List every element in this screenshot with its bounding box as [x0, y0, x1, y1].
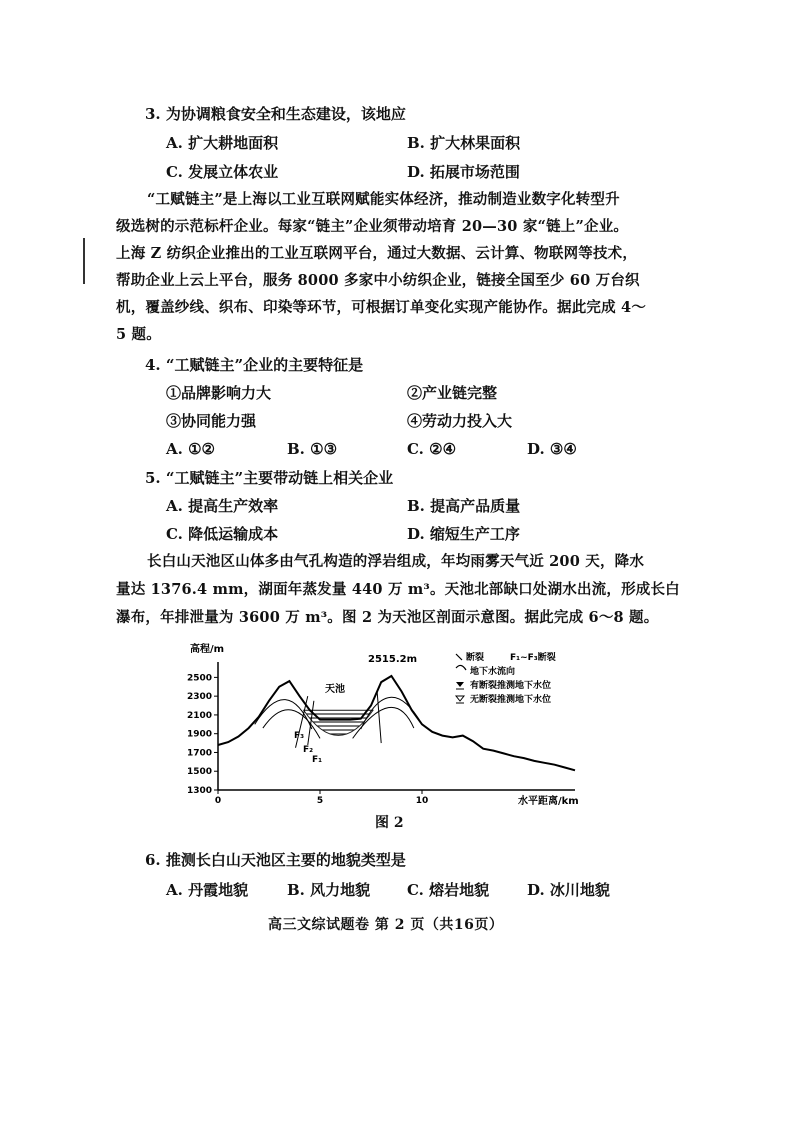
q5-option-d: D. 缩短生产工序: [407, 525, 520, 543]
legend-f1-f3: F₁~F₃断裂: [510, 653, 556, 663]
q3-option-b: B. 扩大林果面积: [407, 134, 521, 152]
q3-stem: 3. 为协调粮食安全和生态建设，该地应: [145, 105, 406, 123]
fault-label-f1: F₁: [312, 755, 323, 765]
y-tick-label: 1500: [186, 767, 212, 778]
q6-stem: 6. 推测长白山天池区主要的地貌类型是: [145, 851, 406, 869]
peak-annotation: 2515.2m: [368, 654, 418, 665]
lake-label: 天池: [325, 684, 345, 695]
figure-caption: 图 2: [375, 815, 404, 831]
x-axis-label: 水平距离/km: [518, 796, 579, 807]
q4-item-4: ④劳动力投入大: [407, 412, 513, 430]
q4-item-1: ①品牌影响力大: [166, 384, 272, 402]
y-axis-label: 高程/m: [190, 644, 225, 655]
passage1-line-3: 上海 Z 纺织企业推出的工业互联网平台，通过大数据、云计算、物联网等技术，: [116, 245, 638, 262]
passage1-line-1: “工赋链主”是上海以工业互联网赋能实体经济，推动制造业数字化转型升: [147, 191, 620, 208]
passage1-line-4: 帮助企业上云上平台，服务 8000 多家中小纺织企业，链接全国至少 60 万台织: [116, 272, 640, 289]
q3-option-c: C. 发展立体农业: [166, 163, 279, 181]
passage1-line-6: 5 题。: [116, 326, 161, 343]
groundwater-curve: [377, 691, 381, 743]
legend-flow-symbol: [456, 665, 466, 670]
y-tick-label: 2100: [186, 710, 212, 721]
q4-option-d: D. ③④: [527, 440, 577, 458]
legend-nofault-watertable-symbol: [456, 696, 464, 701]
legend-groundwater-flow: 地下水流向: [470, 667, 516, 677]
q6-option-b: B. 风力地貌: [287, 881, 371, 899]
passage2-line-3: 瀑布，年排泄量为 3600 万 m³。图 2 为天池区剖面示意图。据此完成 6～8 题。: [116, 609, 659, 626]
q6-option-d: D. 冰川地貌: [527, 881, 610, 899]
legend-nofault-watertable: 无断裂推测地下水位: [470, 695, 552, 705]
q4-item-2: ②产业链完整: [407, 384, 498, 402]
q4-option-c: C. ②④: [407, 440, 457, 458]
x-tick-label: 5: [316, 796, 324, 806]
q5-stem: 5. “工赋链主”主要带动链上相关企业: [145, 469, 394, 487]
passage1-line-5: 机，覆盖纱线、织布、印染等环节，可根据订单变化实现产能协作。据此完成 4～: [116, 299, 647, 316]
q4-stem: 4. “工赋链主”企业的主要特征是: [145, 356, 364, 374]
page-footer: 高三文综试题卷 第 2 页（共16页）: [268, 917, 504, 933]
y-tick-label: 2300: [186, 692, 212, 703]
profile-chart: [170, 640, 600, 810]
y-tick-label: 1300: [186, 786, 212, 796]
y-tick-label: 1900: [186, 729, 212, 740]
fault-label-f3: F₃: [294, 731, 305, 741]
x-tick-label: 10: [415, 796, 429, 806]
q6-option-a: A. 丹霞地貌: [166, 881, 249, 899]
x-tick-label: 0: [214, 796, 222, 806]
passage2-line-2: 量达 1376.4 mm，湖面年蒸发量 440 万 m³。天池北部缺口处湖水出流，形成长白: [116, 581, 680, 598]
q5-option-a: A. 提高生产效率: [166, 497, 279, 515]
q3-option-d: D. 拓展市场范围: [407, 163, 520, 181]
passage2-line-1: 长白山天池区山体多由气孔构造的浮岩组成，年均雨雾天气近 200 天，降水: [147, 553, 645, 570]
margin-mark: [83, 238, 85, 284]
legend-fault-watertable-symbol: [456, 682, 464, 687]
passage1-line-2: 级选树的示范标杆企业。每家“链主”企业须带动培育 20—30 家“链上”企业。: [116, 218, 629, 235]
fault-label-f2: F₂: [303, 745, 314, 755]
chart-legend: [456, 651, 556, 705]
q6-option-c: C. 熔岩地貌: [407, 881, 490, 899]
legend-fault-symbol: [456, 654, 462, 660]
y-tick-label: 2500: [186, 673, 212, 684]
q4-item-3: ③协同能力强: [166, 412, 257, 430]
q5-option-b: B. 提高产品质量: [407, 497, 521, 515]
q4-option-a: A. ①②: [166, 440, 215, 458]
legend-fault-watertable: 有断裂推测地下水位: [470, 681, 552, 691]
q4-option-b: B. ①③: [287, 440, 338, 458]
q3-option-a: A. 扩大耕地面积: [166, 134, 279, 152]
y-tick-label: 1700: [186, 748, 212, 759]
legend-fault: 断裂: [466, 653, 485, 663]
q5-option-c: C. 降低运输成本: [166, 525, 279, 543]
